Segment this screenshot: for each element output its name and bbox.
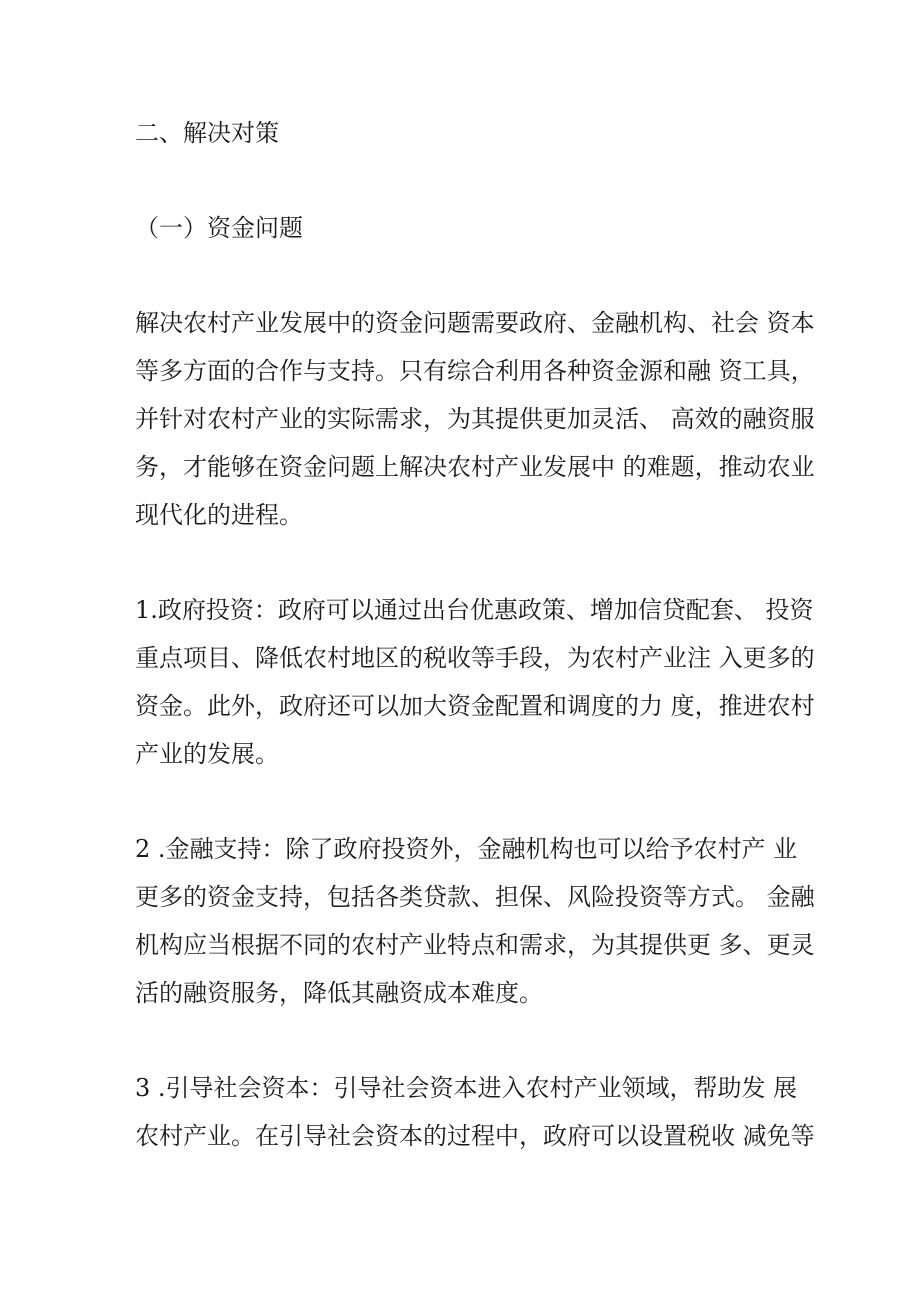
paragraph-line: 务，才能够在资金问题上解决农村产业发展中 的难题，推动农业: [135, 453, 815, 481]
paragraph-line: 1.政府投资：政府可以通过出台优惠政策、增加信贷配套、 投资: [135, 596, 814, 624]
paragraph-line: 并针对农村产业的实际需求，为其提供更加灵活、 高效的融资服: [135, 405, 815, 433]
section-heading-text: 二、解决对策: [135, 119, 279, 147]
paragraph-item-2: [135, 825, 815, 1017]
subsection-heading: [135, 204, 787, 252]
section-heading: [135, 109, 787, 157]
paragraph-line: 机构应当根据不同的农村产业特点和需求，为其提供更 多、更灵: [135, 931, 815, 959]
paragraph-line: 重点项目、降低农村地区的税收等手段，为农村产业注 入更多的: [135, 644, 815, 672]
document-page: [135, 109, 815, 1207]
paragraph-line: 资金。此外，政府还可以加大资金配置和调度的力 度，推进农村: [135, 692, 815, 720]
paragraph-line: 更多的资金支持，包括各类贷款、担保、风险投资等方式。 金融: [135, 883, 815, 911]
paragraph-item-3: [135, 1064, 815, 1160]
subsection-heading-text: （一）资金问题: [135, 214, 303, 242]
paragraph-line: 产业的发展。: [135, 740, 279, 768]
paragraph-item-1: [135, 586, 815, 778]
paragraph-line: 活的融资服务，降低其融资成本难度。: [135, 979, 543, 1007]
paragraph-line: 现代化的进程。: [135, 501, 303, 529]
paragraph-line: 2 .金融支持：除了政府投资外，金融机构也可以给予农村产 业: [135, 835, 798, 863]
paragraph-line: 等多方面的合作与支持。只有综合利用各种资金源和融 资工具，: [135, 357, 815, 385]
paragraph-line: 解决农村产业发展中的资金问题需要政府、金融机构、社会 资本: [135, 309, 815, 337]
paragraph-intro: [135, 299, 815, 539]
paragraph-line: 农村产业。在引导社会资本的过程中，政府可以设置税收 减免等: [135, 1122, 815, 1150]
paragraph-line: 3 .引导社会资本：引导社会资本进入农村产业领域，帮助发 展: [135, 1074, 798, 1102]
